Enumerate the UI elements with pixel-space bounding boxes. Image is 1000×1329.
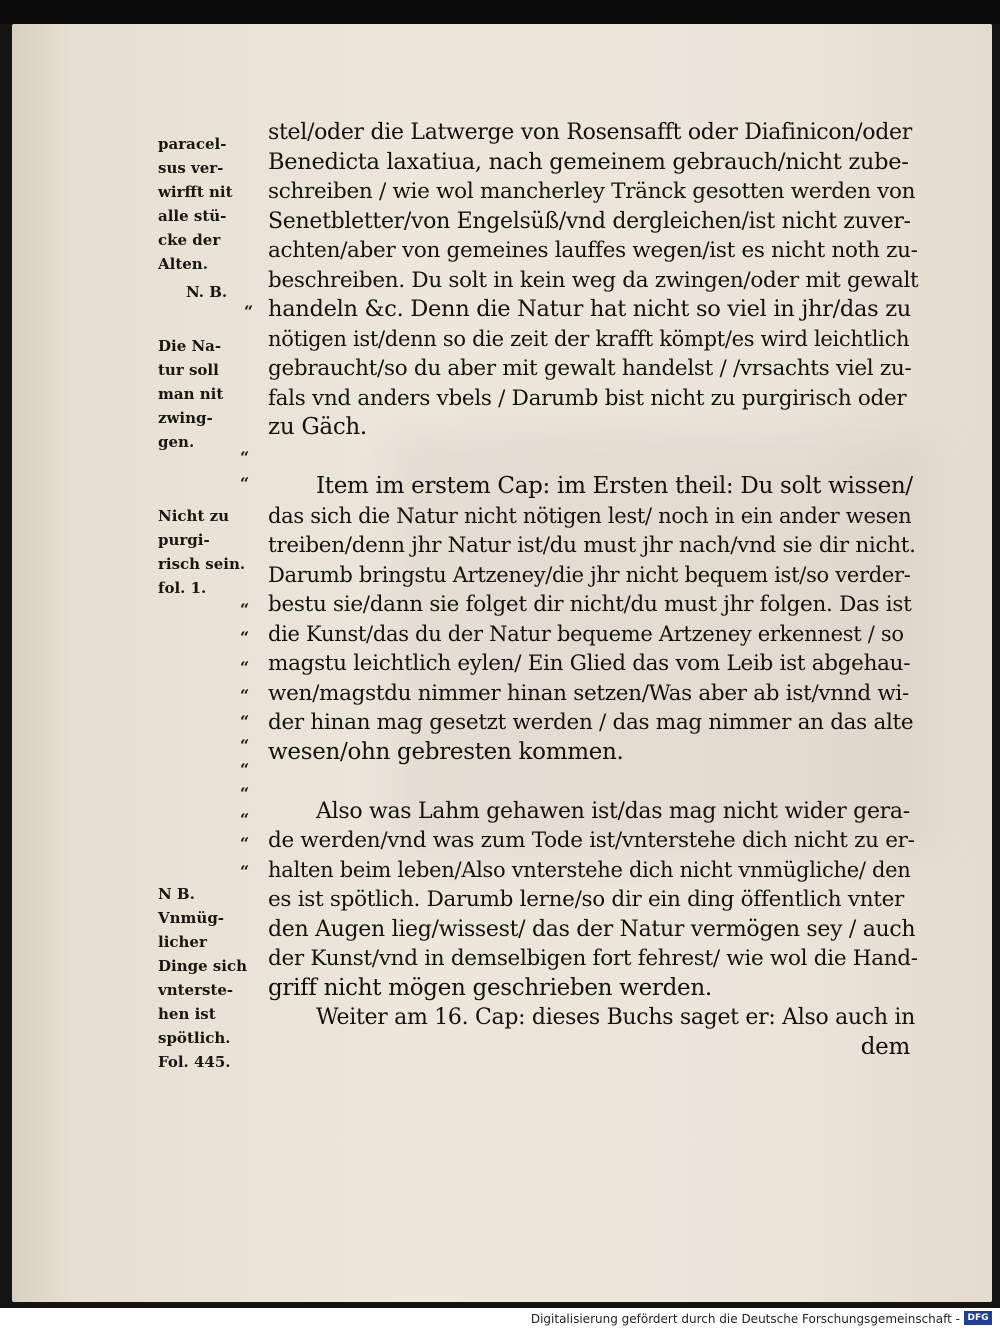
text-line: der hinan mag gesetzt werden / das mag nimmer an das alte: [268, 710, 914, 735]
text-line: Also was Lahm gehawen ist/das mag nicht wider gera-: [316, 798, 910, 824]
main-text-block: [268, 118, 918, 1062]
text-line: treiben/denn jhr Natur ist/du must jhr nach/vnd sie dir nicht.: [268, 533, 916, 558]
paragraph-gap: [268, 767, 918, 797]
text-line: Weiter am 16. Cap: dieses Buchs saget er: Also auch in: [316, 1005, 915, 1030]
text-line: gebraucht/so du aber mit gewalt handelst / /vrsachts viel zu-: [268, 356, 912, 381]
quote-mark: “: [244, 302, 254, 321]
paragraph-gap: [268, 443, 918, 473]
text-line: schreiben / wie wol mancherley Tränck gesotten werden von: [268, 179, 916, 204]
text-line: halten beim leben/Also vnterstehe dich nicht vnmügliche/ den: [268, 857, 911, 882]
text-line: wen/magstdu nimmer hinan setzen/Was aber ab ist/vnnd wi-: [268, 680, 909, 706]
catchword: dem: [860, 1033, 910, 1060]
footer: [0, 1308, 1000, 1329]
top-border: [0, 0, 1000, 24]
text-line: bestu sie/dann sie folget dir nicht/du must jhr folgen. Das ist: [268, 592, 912, 617]
quote-mark: “: [240, 862, 250, 881]
quote-mark: “: [240, 448, 250, 467]
dfg-logo: DFG: [964, 1311, 992, 1325]
quote-mark: “: [240, 686, 250, 705]
text-line: achten/aber von gemeines lauffes wegen/ist es nicht noth zu-: [268, 238, 918, 263]
text-line: der Kunst/vnd in demselbigen fort fehrest/ wie wol die Hand-: [268, 946, 918, 971]
text-line: Darumb bringstu Artzeney/die jhr nicht bequem ist/so verder-: [268, 562, 911, 587]
quote-mark: “: [240, 760, 250, 779]
margin-note-vnmueglicher: N B. Vnmüg- licher Dinge sich vnterste- hen ist spötlich. Fol. 445.: [158, 885, 248, 1071]
text-line: Item im erstem Cap: im Ersten theil: Du solt wissen/: [316, 473, 913, 499]
quote-mark: “: [240, 834, 250, 853]
text-line: Benedicta laxatiua, nach gemeinem gebrauch/nicht zube-: [268, 148, 909, 175]
quote-mark: “: [240, 658, 250, 677]
text-line: nötigen ist/denn so die zeit der krafft kömpt/es wird leichtlich: [268, 326, 910, 351]
text-line: den Augen lieg/wissest/ das der Natur vermögen sey / auch: [268, 916, 916, 942]
text-line: das sich die Natur nicht nötigen lest/ noch in ein ander wesen: [268, 503, 912, 528]
margin-note-nb: N. B.: [186, 283, 228, 301]
text-line: zu Gäch.: [268, 414, 367, 440]
quote-mark: “: [240, 712, 250, 731]
text-line: griff nicht mögen geschrieben werden.: [268, 974, 712, 1001]
text-line: magstu leichtlich eylen/ Ein Glied das vom Leib ist abgehau-: [268, 651, 911, 676]
text-line: stel/oder die Latwerge von Rosensafft oder Diafinicon/oder: [268, 120, 912, 145]
margin-note-natur: Die Na- tur soll man nit zwing- gen.: [158, 337, 224, 451]
footer-credit: Digitalisierung gefördert durch die Deutsche Forschungsgemeinschaft -: [530, 1312, 960, 1326]
text-line: wesen/ohn gebresten kommen.: [268, 738, 624, 765]
quote-mark: “: [240, 474, 250, 493]
margin-note-purgirisch: Nicht zu purgi- risch sein. fol. 1.: [158, 507, 246, 597]
text-line: es ist spötlich. Darumb lerne/so dir ein ding öffentlich vnter: [268, 887, 905, 912]
margin-note-paracelsus: paracel- sus ver- wirfft nit alle stü- cke der Alten.: [158, 135, 233, 273]
quote-mark: “: [240, 736, 250, 755]
text-line: Senetbletter/von Engelsüß/vnd dergleichen/ist nicht zuver-: [268, 208, 911, 234]
quote-mark: “: [240, 810, 250, 829]
text-line: beschreiben. Du solt in kein weg da zwingen/oder mit gewalt: [268, 267, 919, 293]
quote-mark: “: [240, 784, 250, 803]
text-line: handeln &c. Denn die Natur hat nicht so viel in jhr/das zu: [268, 296, 911, 322]
text-line: die Kunst/das du der Natur bequeme Artzeney erkennest / so: [268, 621, 904, 646]
text-line: de werden/vnd was zum Tode ist/vnterstehe dich nicht zu er-: [268, 828, 915, 853]
quote-mark: “: [240, 600, 250, 619]
quote-mark: “: [240, 628, 250, 647]
text-line: fals vnd anders vbels / Darumb bist nicht zu purgirisch oder: [268, 385, 907, 411]
